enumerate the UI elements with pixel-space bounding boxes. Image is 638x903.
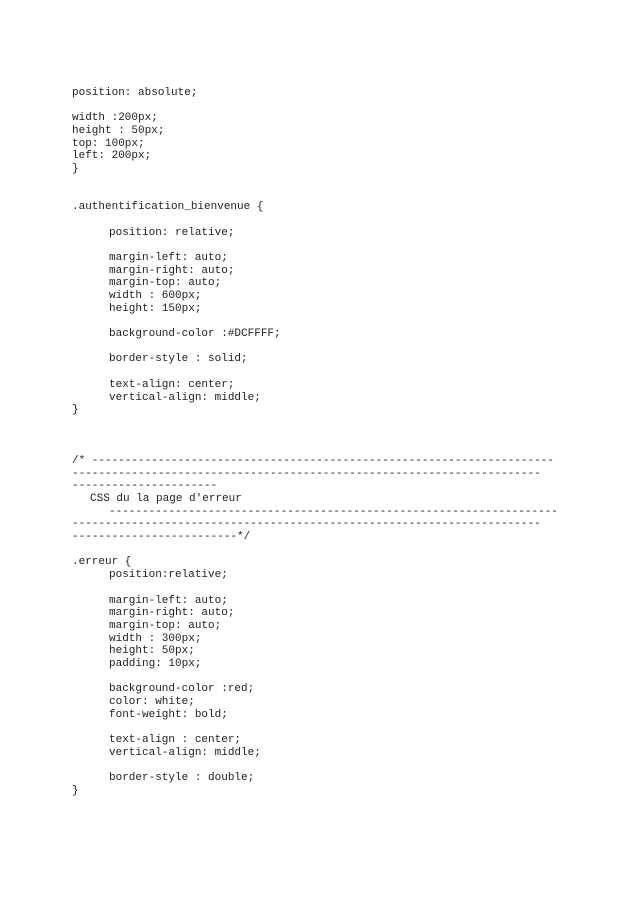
comment-line: ----------------------------------------------------------------------- [72,518,541,531]
code-line: height : 50px; [72,125,165,138]
code-line: margin-right: auto; [109,264,235,277]
code-line: .authentification_bienvenue { [72,201,264,214]
code-line: border-style : solid; [109,353,248,366]
blank-line [72,417,572,430]
code-line: margin-right: auto; [109,607,235,620]
code-line: } [72,784,79,797]
blank-line [72,721,572,734]
blank-line [72,315,572,328]
code-line: background-color :#DCFFFF; [109,328,281,341]
css-code-block [72,87,572,798]
blank-line [72,214,572,227]
blank-line [72,582,572,595]
code-line: position:relative; [109,569,228,582]
code-line: color: white; [109,696,195,708]
code-line: vertical-align: middle; [109,746,261,759]
code-line: position: absolute; [72,87,198,99]
code-line: width : 300px; [109,632,202,645]
code-line: position: relative; [109,226,235,239]
code-line: height: 150px; [109,302,202,315]
blank-line [72,366,572,379]
blank-line [72,239,572,252]
blank-line [72,671,572,684]
code-line: } [72,404,79,417]
code-line: margin-top: auto; [109,277,222,290]
blank-line [72,176,572,189]
code-line: left: 200px; [72,150,152,163]
code-line: padding: 10px; [109,657,202,670]
code-line: vertical-align: middle; [109,391,261,404]
code-line: border-style : double; [109,772,255,785]
comment-line: /* ---------------------------------------------------------------------- [72,454,554,467]
code-line: margin-left: auto; [109,594,228,607]
comment-line: -------------------------------------------------------------------- [109,505,558,518]
code-line: text-align : center; [109,734,242,747]
code-line: margin-top: auto; [109,619,222,632]
comment-line: ---------------------- [72,480,218,493]
code-line: margin-left: auto; [109,251,228,264]
code-line: .erreur { [72,556,132,569]
code-line: top: 100px; [72,137,145,150]
code-line: width :200px; [72,112,158,125]
code-line: height: 50px; [109,645,195,658]
blank-line [72,544,572,557]
code-line: font-weight: bold; [109,708,228,721]
comment-line: -------------------------*/ [72,531,251,544]
blank-line [72,189,572,202]
code-line: text-align: center; [109,378,235,391]
comment-title: CSS du la page d'erreur [90,493,242,505]
code-line: background-color :red; [109,683,255,696]
code-line: } [72,163,79,176]
blank-line [72,430,572,443]
code-line: width : 600px; [109,290,202,302]
comment-line: ----------------------------------------------------------------------- [72,467,541,480]
blank-line [72,759,572,772]
blank-line [72,100,572,113]
blank-line [72,341,572,354]
blank-line [72,442,572,455]
